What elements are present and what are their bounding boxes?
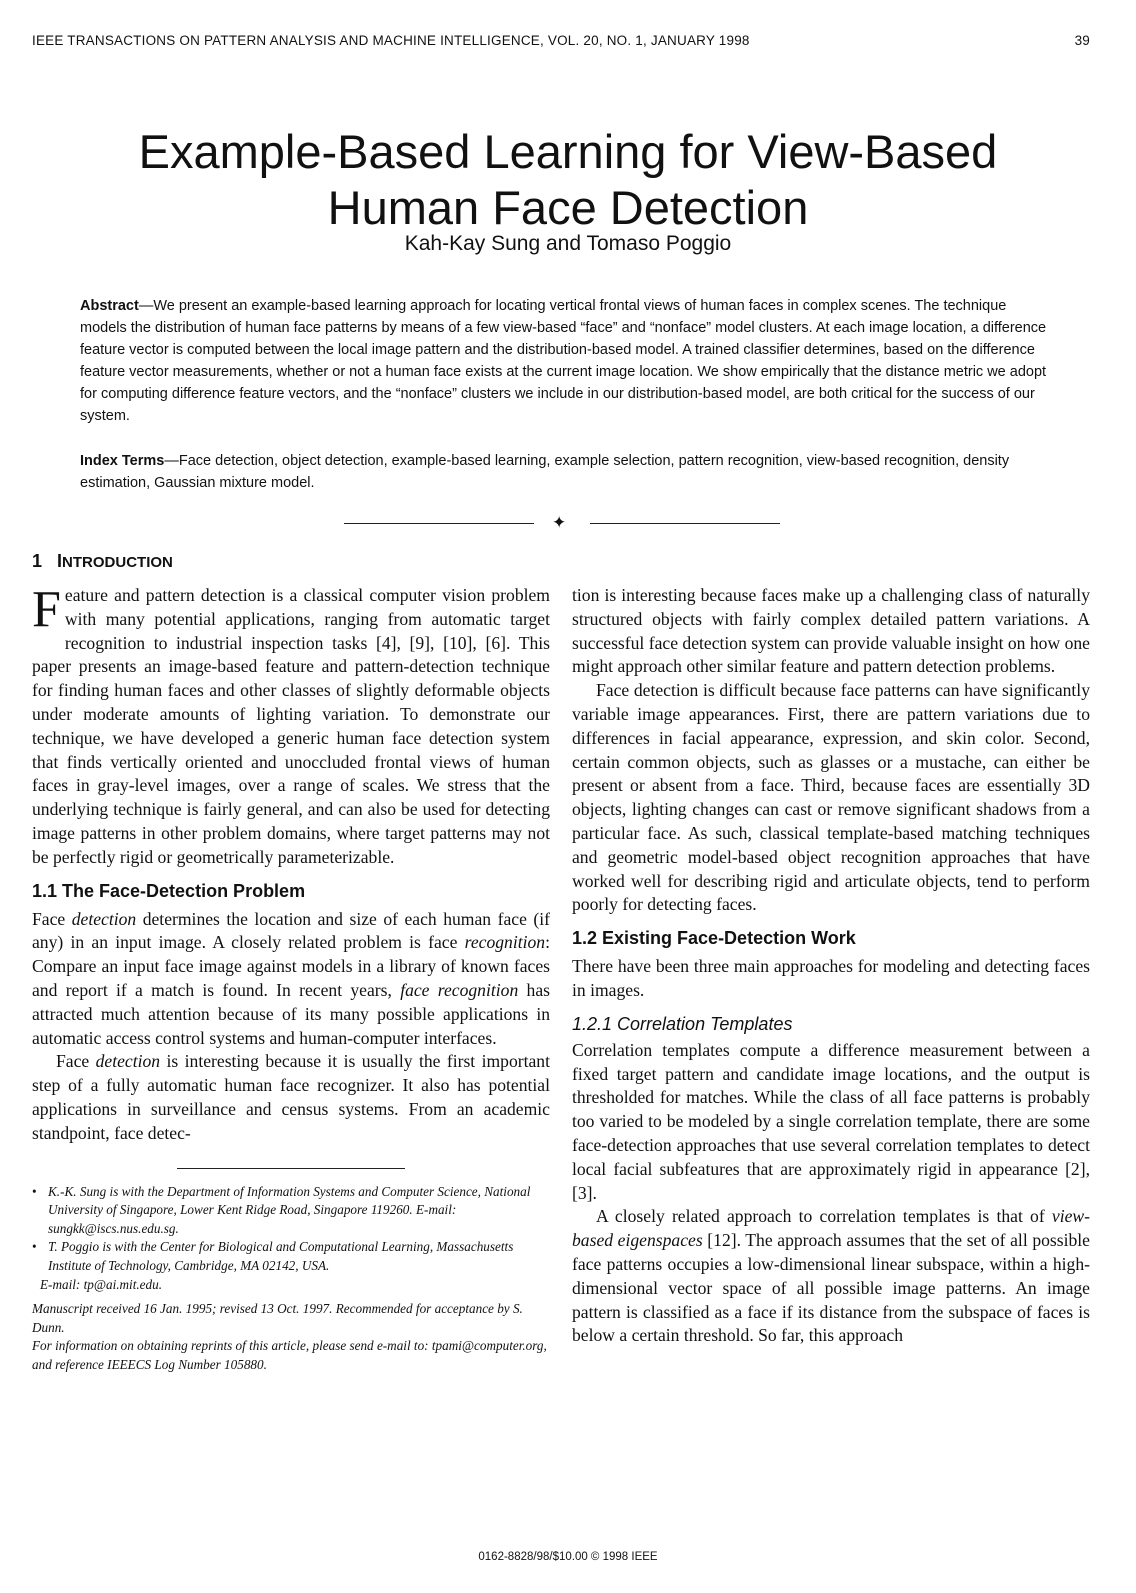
correlation-paragraph-2 xyxy=(572,1205,1090,1348)
running-header xyxy=(32,33,1090,48)
emphasis: recognition xyxy=(464,932,546,953)
abstract-label: Abstract xyxy=(80,298,139,314)
emphasis: detection xyxy=(95,1051,161,1072)
face-detection-paragraph-1 xyxy=(32,908,550,1051)
abstract xyxy=(80,295,1050,427)
text-run: A closely related approach to correlation templates is that of xyxy=(596,1206,1052,1227)
divider-line-right xyxy=(590,523,780,524)
reprints-note: For information on obtaining reprints of this article, please send e-mail to: tpami@computer.org, and reference IEEECS Log Number 105880. xyxy=(32,1338,547,1372)
text-run: [12]. The approach assumes that the set of all possible face patterns occupies a low-dimensional linear subspace, within a high-dimensional vector space of all possible image patterns. An image pattern is classified as a face if its distance from the subspace of faces is below a certain threshold. So far, this approach xyxy=(572,1230,1090,1346)
bullet: • xyxy=(32,1239,37,1255)
footnote-rule xyxy=(177,1168,405,1169)
bullet: • xyxy=(32,1183,37,1199)
index-terms-text: —Face detection, object detection, example-based learning, example selection, pattern recognition, view-based recognition, density estimation, Gaussian mixture model. xyxy=(80,453,1010,491)
continued-paragraph: tion is interesting because faces make up a challenging class of naturally structured objects with fairly complex detailed pattern variations. A successful face detection system can provide valuable insight on how one might approach other similar feature and pattern detection problems. xyxy=(572,585,1090,677)
title-line-2: Human Face Detection xyxy=(327,181,809,235)
index-terms xyxy=(80,450,1050,494)
footnote-text: T. Poggio is with the Center for Biological and Computational Learning, Massachusetts Institute of Technology, Cambridge, MA 02142, USA. xyxy=(48,1239,514,1273)
section-title-first: I xyxy=(57,551,63,571)
footnote-poggio xyxy=(32,1238,550,1275)
paper-title xyxy=(60,124,1076,236)
section-heading-introduction xyxy=(32,548,550,584)
face-detection-paragraph-2 xyxy=(32,1050,550,1145)
authors: Kah-Kay Sung and Tomaso Poggio xyxy=(404,232,732,255)
index-terms-label: Index Terms xyxy=(80,453,165,469)
text-run: has attracted much attention because of its many possible applications in automatic access control systems and human-computer interfaces. xyxy=(32,979,550,1048)
section-number: 1 xyxy=(32,551,43,571)
text-run: Face xyxy=(32,908,72,929)
existing-work-paragraph: There have been three main approaches for modeling and detecting faces in images. xyxy=(572,956,1090,1000)
copyright-footer: 0162-8828/98/$10.00 © 1998 IEEE xyxy=(478,1551,658,1563)
footnote-poggio-email: E-mail: tp@ai.mit.edu. xyxy=(40,1276,163,1292)
right-column xyxy=(572,548,1090,1348)
drop-cap: F xyxy=(32,581,61,638)
emphasis: view-based eigenspaces xyxy=(572,1206,1090,1251)
page-number: 39 xyxy=(1074,33,1090,48)
emphasis: face recognition xyxy=(400,979,519,1000)
abstract-text: —We present an example-based learning approach for locating vertical frontal views of human faces in complex scenes. The technique models the distribution of human face patterns by means of a few view-based “face” and “nonface” model clusters. At each image location, a difference feature vector is computed between the local image pattern and the distribution-based model. A trained classifier determines, based on the difference feature vector measurements, whether or not a human face exists at the current image location. We show empirically that the distance metric we adopt for computing difference feature vectors, and the “nonface” clusters we include in our distribution-based model, are both critical for the success of our system. xyxy=(80,298,1047,424)
footnote-sung xyxy=(32,1183,550,1239)
subsubsection-heading-correlation-templates: 1.2.1 Correlation Templates xyxy=(572,1013,793,1034)
section-divider xyxy=(344,514,780,534)
manuscript-note: Manuscript received 16 Jan. 1995; revised 13 Oct. 1997. Recommended for acceptance by S. Dunn. xyxy=(32,1301,523,1335)
section-title-rest: NTRODUCTION xyxy=(62,554,173,571)
subsection-heading-existing-work: 1.2 Existing Face-Detection Work xyxy=(572,928,856,949)
intro-text: eature and pattern detection is a classical computer vision problem with many potential applications, ranging from automatic target recognition to industrial inspection tasks [4], [9], [10], [6]. This paper presents an image-based feature and pattern-detection technique for finding human faces and other classes of slightly deformable objects under moderate amounts of lighting variation. To demonstrate our technique, we have developed a generic human face detection system that finds vertically oriented and unoccluded frontal views of human faces in gray-level images, over a range of scales. We stress that the underlying technique is fairly general, and can also be used for detecting image patterns in other problem domains, where target patterns may not be perfectly rigid or geometrically parameterizable. xyxy=(32,585,550,867)
intro-paragraph xyxy=(32,581,550,870)
footnote-text: K.-K. Sung is with the Department of Information Systems and Computer Science, National University of Singapore, Lower Kent Ridge Road, Singapore 119260. E-mail: sungkk@iscs.nus.edu.sg. xyxy=(48,1183,531,1236)
difficulty-paragraph: Face detection is difficult because face patterns can have significantly variable image appearances. First, there are pattern variations due to differences in facial appearance, expression, and skin color. Second, certain common objects, such as glasses or a mustache, can either be present or absent from a face. Third, because faces are essentially 3D objects, lighting changes can cast or remove significant shadows from a particular face. As such, classical template-based matching techniques and geometric model-based object recognition approaches that have worked well for describing rigid and articulate objects, tend to perform poorly for detecting faces. xyxy=(572,680,1090,915)
text-run: is interesting because it is usually the first important step of a fully automatic human face recognizer. It also has potential applications in surveillance and census systems. From an academic standpoint, face detec- xyxy=(32,1051,550,1143)
subsection-heading-face-detection-problem: 1.1 The Face-Detection Problem xyxy=(32,880,306,901)
correlation-paragraph-1: Correlation templates compute a difference measurement between a fixed target pattern and candidate image locations, and the output is thresholded for matches. While the class of all face patterns is probably too varied to be modeled by a single correlation template, there are some face-detection approaches that use several correlation templates to detect local facial subfeatures that are approximately rigid in appearance [2], [3]. xyxy=(572,1039,1090,1203)
text-run: : Compare an input face image against models in a library of known faces and report if a match is found. In recent years, xyxy=(32,932,550,1000)
text-run: Face xyxy=(56,1051,96,1072)
title-line-1: Example-Based Learning for View-Based xyxy=(138,125,998,179)
divider-line-left xyxy=(344,523,534,524)
left-column xyxy=(32,548,550,1374)
text-run: determines the location and size of each human face (if any) in an input image. A closely related problem is face xyxy=(32,908,550,953)
emphasis: detection xyxy=(71,908,137,929)
journal-info: IEEE TRANSACTIONS ON PATTERN ANALYSIS AND MACHINE INTELLIGENCE, VOL. 20, NO. 1, JANUARY 1998 xyxy=(32,33,750,48)
diamond-icon: ✦ xyxy=(552,513,567,532)
